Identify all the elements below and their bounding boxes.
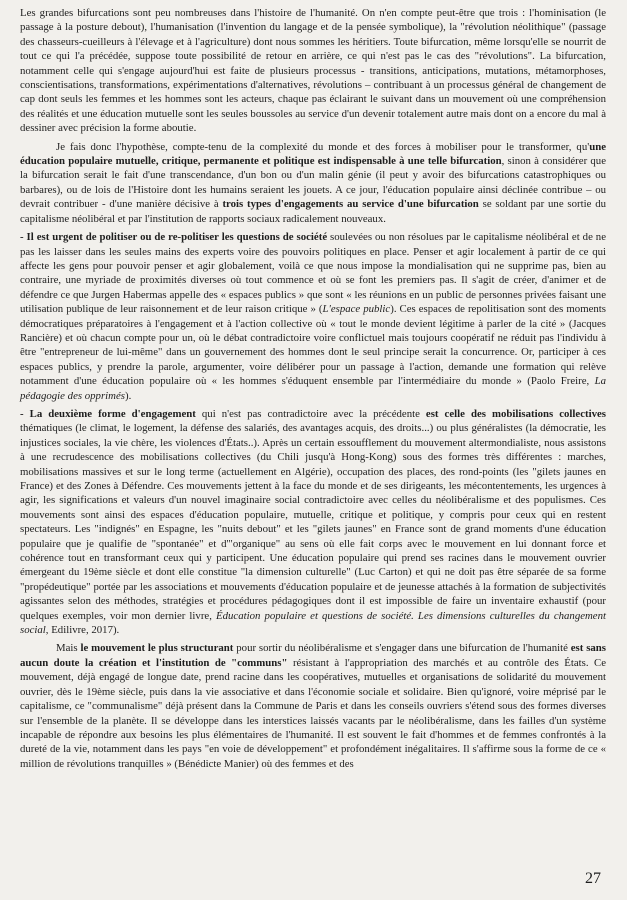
bold-text: est celle des mobilisations collectives: [425, 407, 606, 420]
paragraph-text: , sinon à considérer que la bifurcation serait le fait d'une transcendance, d'un bon ou d'un malin génie (il peut y avoir des bifurcations catastrophiques ou barbares), ou de lois de l'Histoire dont les humains seraient les jouets. A ce jour, l'éducation populaire ainsi déclinée contribue – ou devrait contribuer - d'une manière décisive à: [20, 155, 606, 211]
italic-text: Éducation populaire et questions de société. Les dimensions culturelles du changement social: [20, 609, 606, 637]
paragraph-text: Mais: [56, 642, 81, 655]
paragraph-text: ).: [124, 389, 132, 402]
paragraph-bifurcations: [20, 6, 606, 136]
bold-text: - La deuxième forme d'engagement: [20, 407, 196, 420]
paragraph-politicize: [20, 230, 606, 403]
paragraph-mobilisations: [20, 407, 606, 638]
bold-text: le mouvement le plus structurant: [80, 642, 234, 655]
paragraph-communs: [20, 641, 606, 771]
bold-text: trois types d'engagements au service d'une bifurcation: [222, 198, 479, 211]
paragraph-text: soulevées ou non résolues par le capitalisme néolibéral et de ne pas les laisser dans les seules mains des experts voire des pouvoirs politiques en place. Penser et agir localement à partir de ce qui affecte les gens pour pouvoir penser et agir globalement, voilà ce que nous impose la mondialisation qui ne supprime pas, bien au contraire, une myriade de proximités diverses où tout commence et où se font les premiers pas. Il s'agit de créer, d'animer et de défendre ce que Jurgen Habermas appelle des « espaces publics » que sont « les réunions en un public de personnes privées faisant une utilisation publique de leur raisonnement et de leur raison critique » (: [20, 231, 606, 316]
paragraph-text: thématiques (le climat, le logement, la défense des salariés, des avantages acquis, des droits...) ou plus généralistes (la démocratie, les injustices sociales, la vie chère, les violences d'États..). Après un certain essoufflement du mouvement altermondialiste, nous assistons à une recrudescence des mobilisations collectives (du Chili jusqu'à Hong-Kong) sous des formes très différentes : marches, mobilisations massives et sur le long terme (actuellement en Algérie), occupation des places, des rond-points (les "gilets jaunes en France) et des Zones à Défendre. Ces mouvements jettent à la face du monde et de ses dirigeants, les mécontentements, les urgences à agir, les significations et valeurs d'un nouvel imaginaire social contradictoire avec celles du néolibéralisme et des populismes. Ces mouvements sont ainsi des espaces d'éducation populaire, mutuelle, critique et politique, y compris pour ceux qui en restent spectateurs. Les "indignés" en Espagne, les "nuits debout" et les "gilets jaunes" en France sont de grand moments d'une éducation populaire que je qualifie de "spontanée" et d'"organique" au sens où elle fait corps avec le mouvement en lui donnant force et cohérence tout en transformant ceux qui y participent. Une éducation populaire qui prend ses racines dans le mouvement ouvrier émergeant du 19ème siècle et dont elle constitue "la dimension culturelle" (Luc Carton) et qui ne doit pas être séparée de sa forme "propédeutique" portée par les associations et mouvements d'éducation populaire et de jeunesse attachés à la formation de subjectivités agissantes selon des méthodes, stratégies et procédures pédagogiques dont il est impossible de faire un inventaire exhaustif (pour quelques exemples, voir mon dernier livre,: [20, 422, 606, 622]
paragraph-text: , Edilivre, 2017).: [45, 624, 120, 637]
italic-text: L'espace public: [322, 303, 391, 316]
paragraph-hypothesis: [20, 140, 606, 226]
paragraph-text: résistant à l'appropriation des marchés et au contrôle des États. Ce mouvement, déjà engagé de longue date, prend racine dans les coopératives, mutuelles et organisations de solidarité du mouvement ouvrier, dès le 19ème siècle, puis dans la vie associative et dans l'économie sociale et solidaire. Bien qu'ignoré, voire méprisé par le capitalisme, ce "communalisme" déjà présent dans la Commune de Paris et dans les conseils ouvriers s'étend sous des formes diverses sur l'ensemble de la planète. Il se développe dans les interstices laissés vacants par le néolibéralisme, dans les failles d'un système incapable de répondre aux besoins les plus élémentaires de l'humanité. Il est souvent le fait d'hommes et de femmes confrontés à la dureté de la vie, notamment dans les pays "en voie de développement" et profondément inégalitaires. Il s'affirme sous la forme de ce « million de révolutions tranquilles » (Bénédicte Manier) où des femmes et des: [20, 656, 607, 770]
paragraph-text: ). Ces espaces de repolitisation sont des moments démocratiques préparatoires à l'engagement et à l'action collective où « tout le monde devient légitime à parler de la cité » (Jacques Rancière) et où chacun compte pour un, où le débat contradictoire voire conflictuel mais toujours coopératif ne réduit pas l'individu à être "entrepreneur de lui-même" dans un gouvernement des hommes dont le seul principe serait la concurrence. Or, participer à ces espaces publics, y prendre la parole, argumenter, voire délibérer pour un passage à l'action, demande une formation qui relève notamment d'une éducation populaire où « les hommes s'éduquent ensemble par l'intermédiaire du monde » (Paolo Freire,: [20, 303, 606, 388]
bold-text: - Il est urgent de politiser ou de re-politiser les questions de société: [20, 231, 328, 244]
paragraph-text: pour sortir du néolibéralisme et s'engager dans une bifurcation de l'humanité: [233, 642, 571, 655]
bold-text: est sans aucun doute la création et l'institution de "communs": [20, 642, 606, 669]
paragraph-text: qui n'est pas contradictoire avec la précédente: [195, 407, 426, 420]
italic-text: La pédagogie des opprimés: [20, 375, 606, 402]
paragraph-text: Les grandes bifurcations sont peu nombreuses dans l'histoire de l'humanité. On n'en compte peut-être que trois : l'hominisation (le passage à la posture debout), l'humanisation (l'invention du langage et de la pensée symbolique), la "révolution néolithique" (passage des chasseurs-cueilleurs à l'élevage et à l'agriculture) dont nous sommes les héritiers. Toute bifurcation, même lorsqu'elle se nourrit de tout ce qui l'a précédée, suppose toute possibilité de retour en arrière, ce qui n'est pas le cas des "révolutions". La bifurcation, notamment celle qui s'engage aujourd'hui est faite de plusieurs processus - transitions, anticipations, mutations, métamorphoses, conscientisations, transformations, expérimentations d'alternatives, révolutions – contribuant à un processus général de changement de cap dont seuls les femmes et les hommes sont les acteurs, chaque pas éclairant le suivant dans un mouvement où une compréhension des réalités et une éducation mutuelle sont les seules boussoles au service d'un devenir totalement autre mais dont on a encore du mal à dessiner avec précision la forme aboutie.: [20, 7, 606, 135]
paragraph-text: Je fais donc l'hypothèse, compte-tenu de la complexité du monde et des forces à mobiliser pour le transformer, qu': [56, 140, 590, 153]
paragraph-text: se soldant par une sortie du capitalisme néolibéral et par l'institution de rapports sociaux radicalement nouveaux.: [20, 198, 607, 225]
page-number: 27: [585, 870, 601, 887]
bold-text: une éducation populaire mutuelle, critique, permanente et politique est indispensable à une telle bifurcation: [20, 140, 606, 168]
